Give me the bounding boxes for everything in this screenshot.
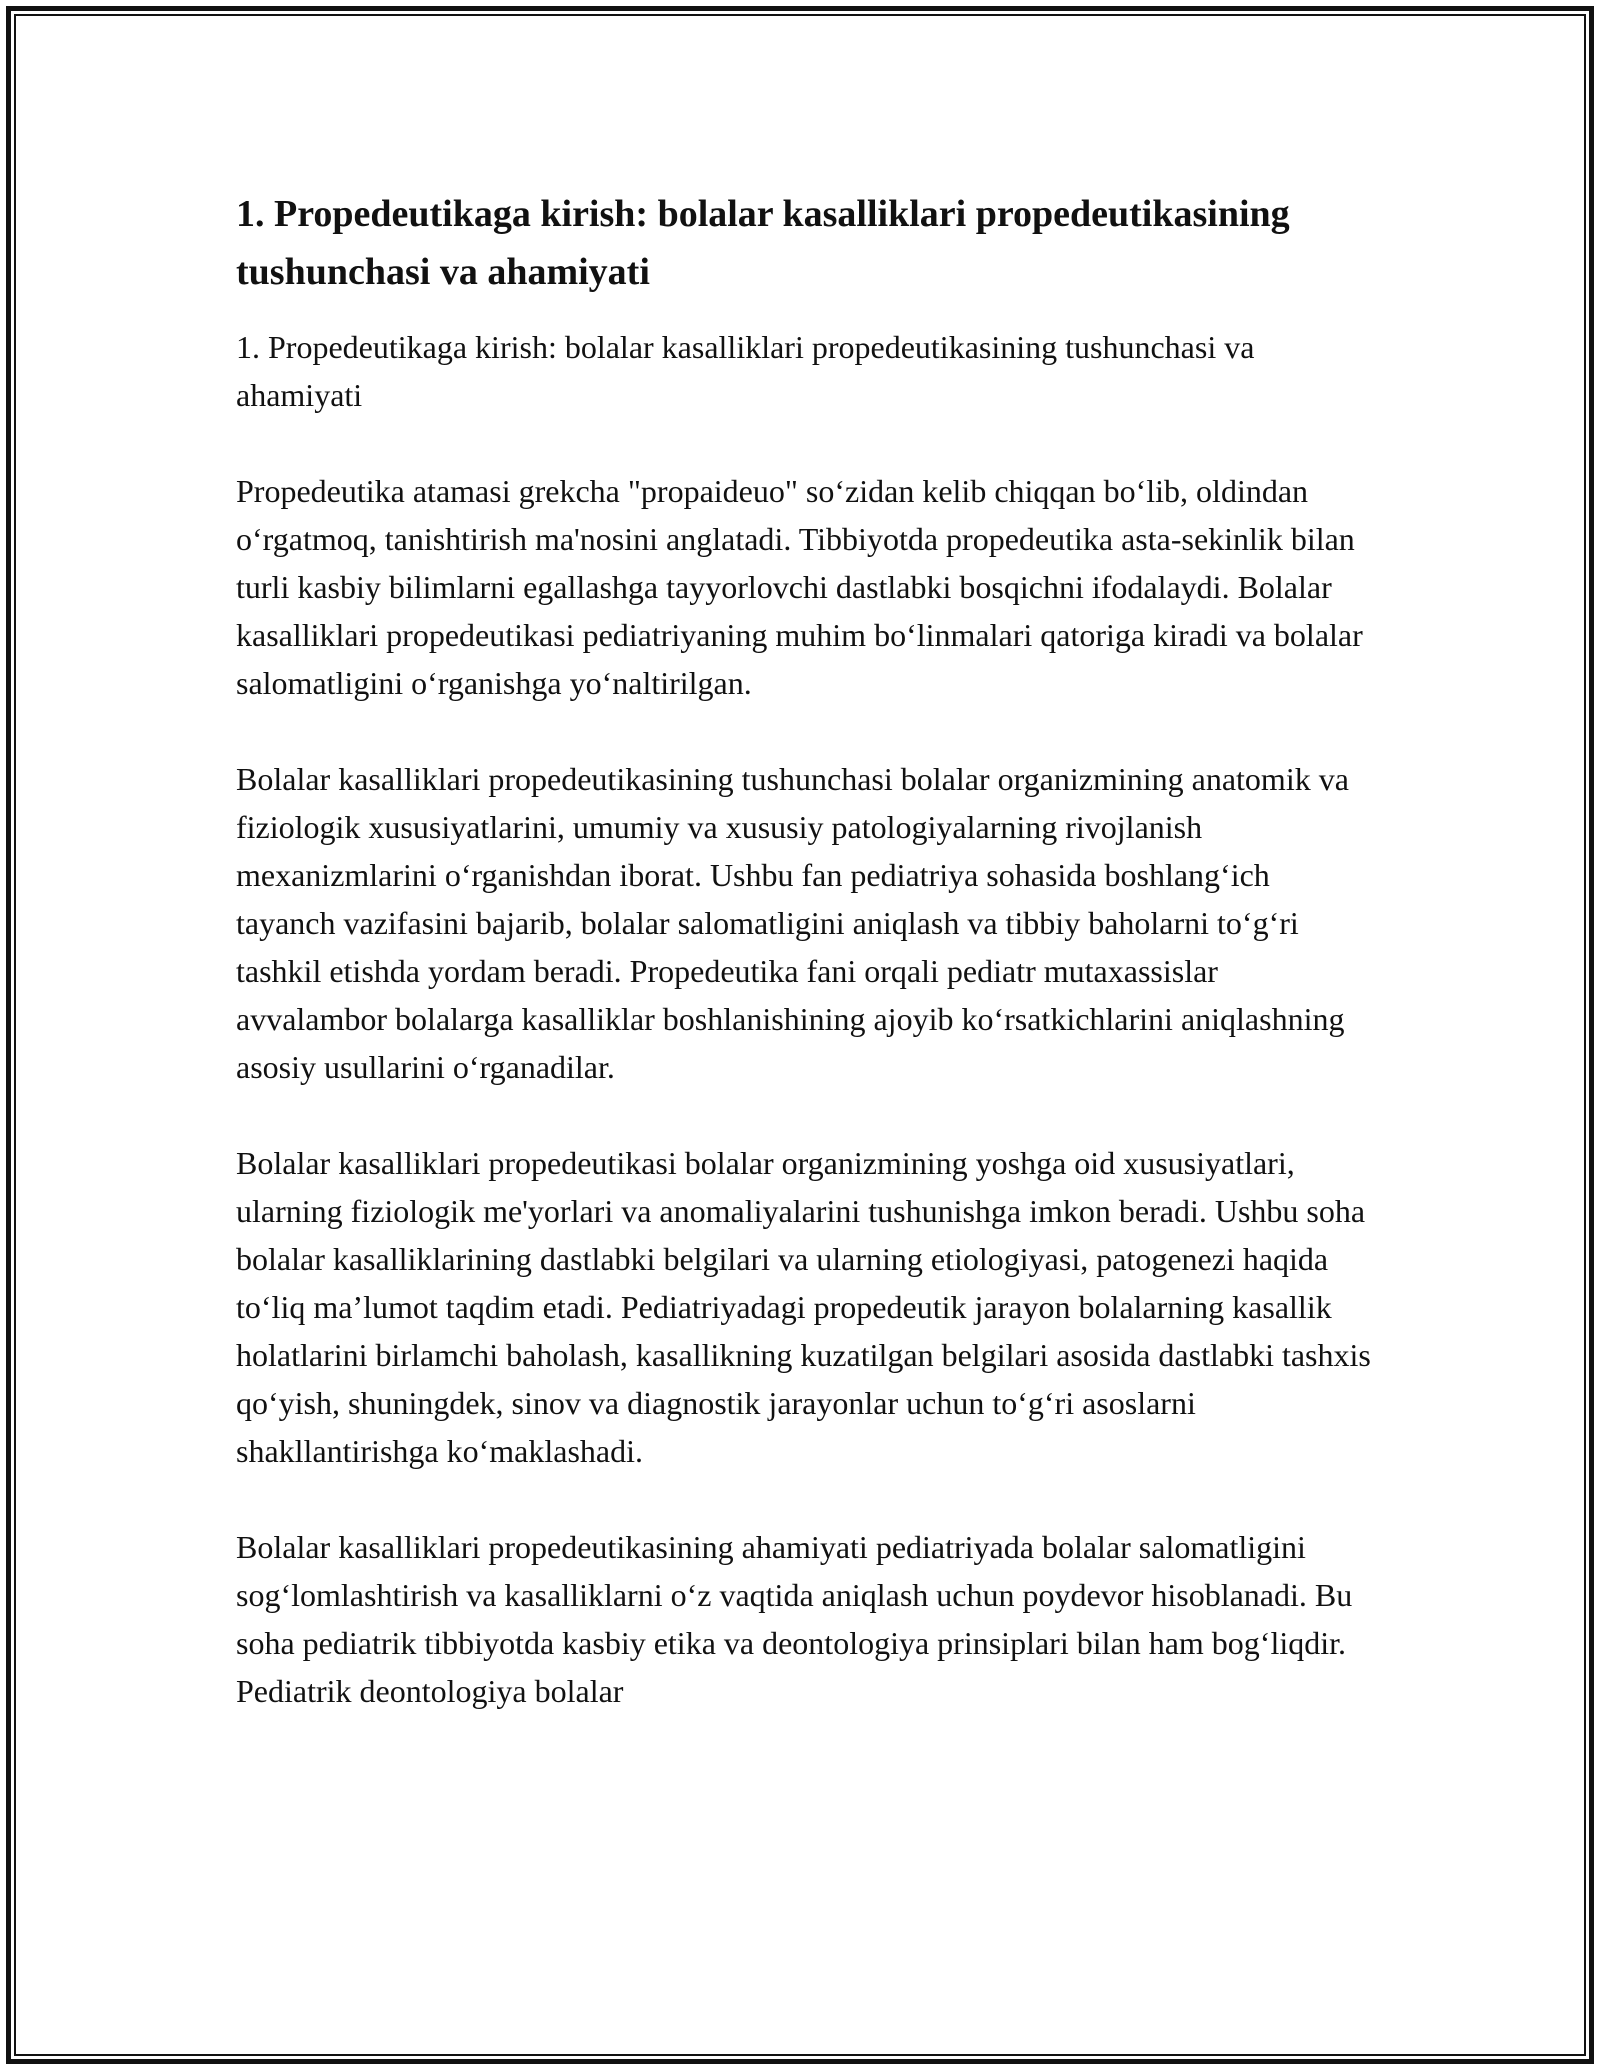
document-body <box>236 185 1376 1715</box>
document-subtitle: 1. Propedeutikaga kirish: bolalar kasalliklari propedeutikasining tushunchasi va ahamiyati <box>236 329 1255 413</box>
paragraph-importance: Bolalar kasalliklari propedeutikasining ahamiyati pediatriyada bolalar salomatligini sog‘lomlashtirish va kasalliklarni o‘z vaqtida aniqlash uchun poydevor hisoblanadi. Bu soha pediatrik tibbiyotda kasbiy etika va deontologiya prinsiplari bilan ham bog‘liqdir. Pediatrik deontologiya bolalar <box>236 1529 1353 1709</box>
paragraph-etymology: Propedeutika atamasi grekcha "propaideuo" so‘zidan kelib chiqqan bo‘lib, oldindan o‘rgatmoq, tanishtirish ma'nosini anglatadi. Tibbiyotda propedeutika asta-sekinlik bilan turli kasbiy bilimlarni egallashga tayyorlovchi dastlabki bosqichni ifodalaydi. Bolalar kasalliklari propedeutikasi pediatriyaning muhim bo‘linmalari qatoriga kiradi va bolalar salomatligini o‘rganishga yo‘naltirilgan. <box>236 473 1363 701</box>
document-title: 1. Propedeutikaga kirish: bolalar kasalliklari propedeutikasining tushunchasi va ahamiyati <box>236 193 1290 293</box>
paragraph-age-features: Bolalar kasalliklari propedeutikasi bolalar organizmining yoshga oid xususiyatlari, ularning fiziologik me'yorlari va anomaliyalarini tushunishga imkon beradi. Ushbu soha bolalar kasalliklarining dastlabki belgilari va ularning etiologiyasi, patogenezi haqida to‘liq ma’lumot taqdim etadi. Pediatriyadagi propedeutik jarayon bolalarning kasallik holatlarini birlamchi baholash, kasallikning kuzatilgan belgilari asosida dastlabki tashxis qo‘yish, shuningdek, sinov va diagnostik jarayonlar uchun to‘g‘ri asoslarni shakllantirishga ko‘maklashadi. <box>236 1145 1371 1469</box>
paragraph-concept: Bolalar kasalliklari propedeutikasining tushunchasi bolalar organizmining anatomik va fiziologik xususiyatlarini, umumiy va xususiy patologiyalarning rivojlanish mexanizmlarini o‘rganishdan iborat. Ushbu fan pediatriya sohasida boshlang‘ich tayanch vazifasini bajarib, bolalar salomatligini aniqlash va tibbiy baholarni to‘g‘ri tashkil etishda yordam beradi. Propedeutika fani orqali pediatr mutaxassislar avvalambor bolalarga kasalliklar boshlanishining ajoyib ko‘rsatkichlarini aniqlashning asosiy usullarini o‘rganadilar. <box>236 761 1349 1085</box>
